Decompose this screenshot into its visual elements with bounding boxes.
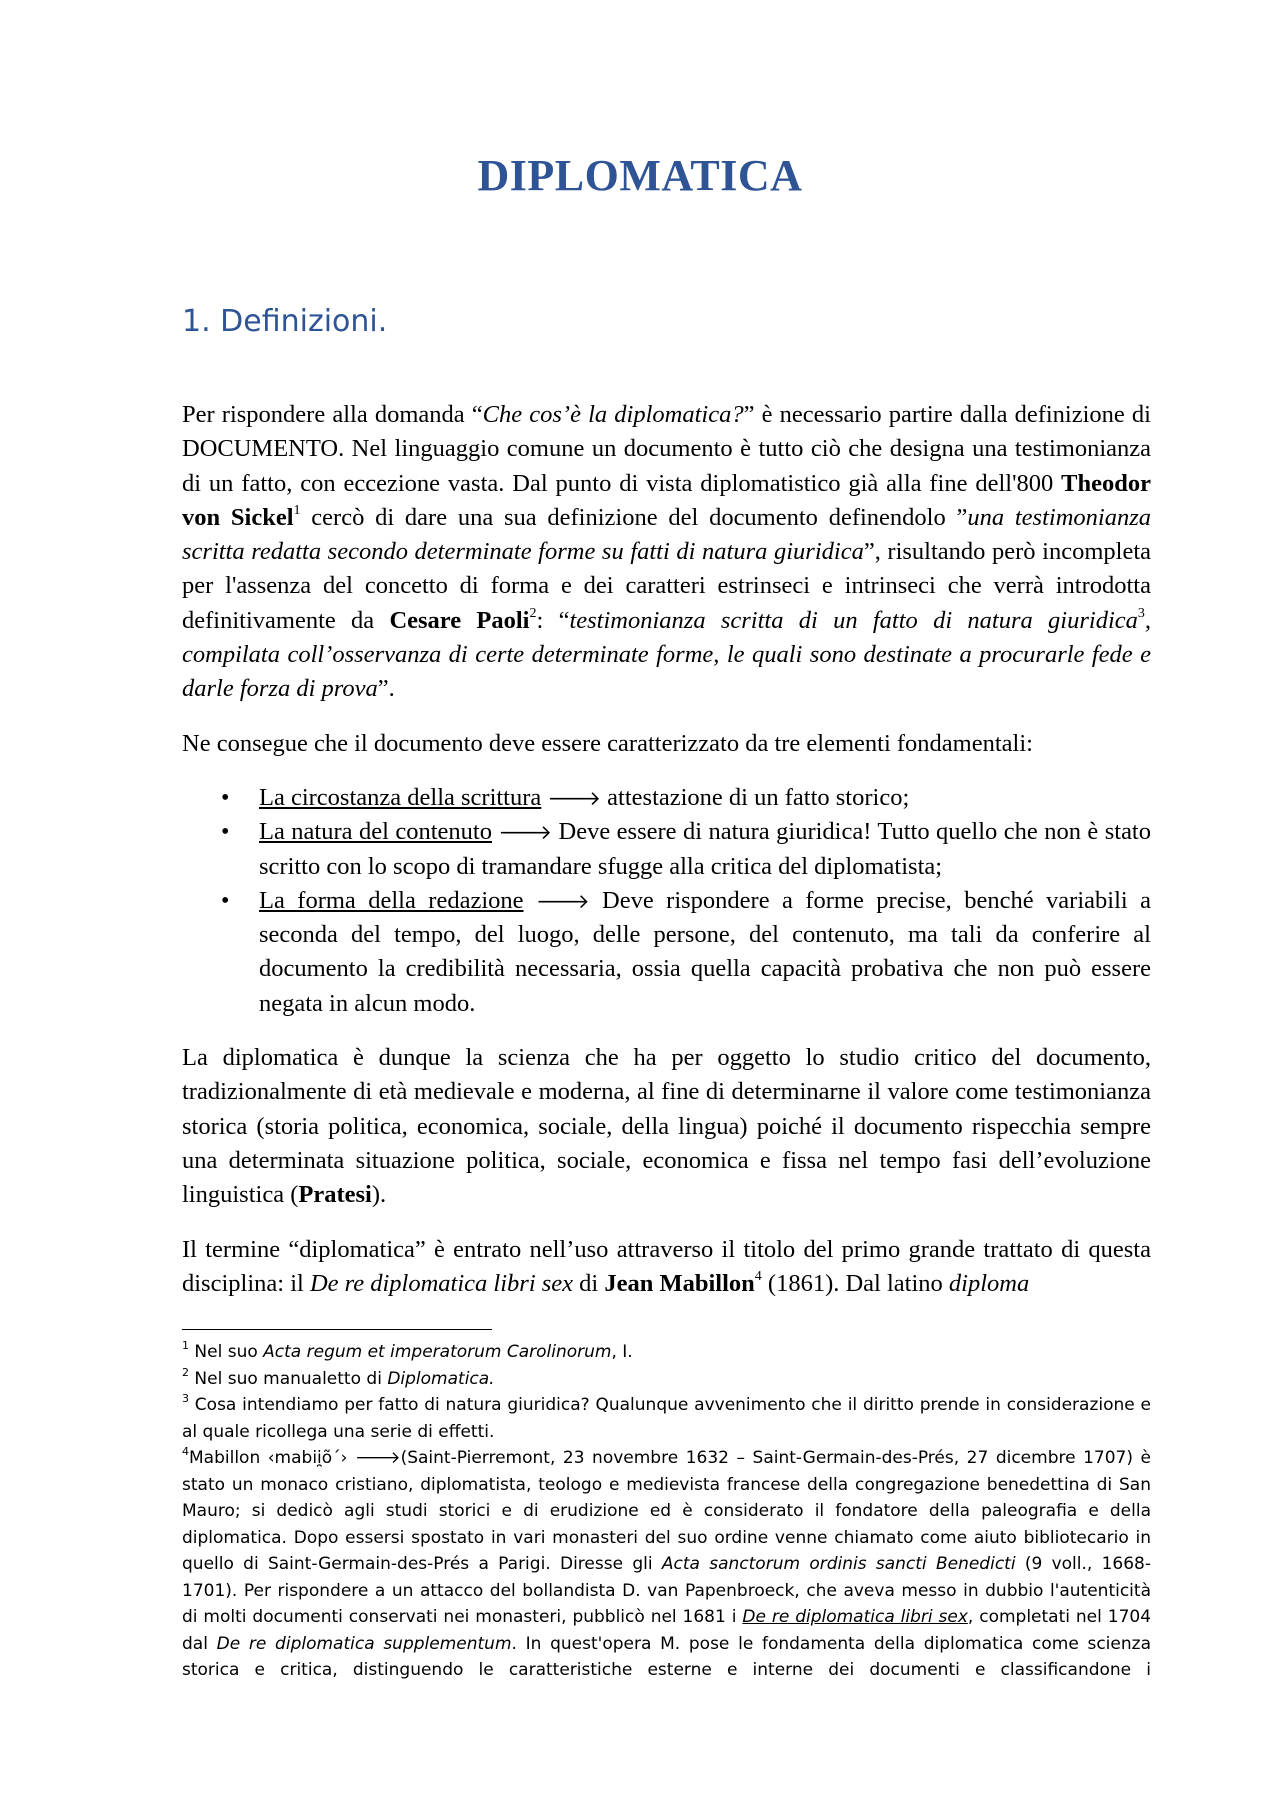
footnote-ref-2[interactable]: 2: [529, 605, 537, 621]
paragraph-science: La diplomatica è dunque la scienza che ha per oggetto lo studio critico del documento, tradizionalmente di età medievale e moderna, al fine di determinarne il valore come testimonianza storica (storia politica, economica, sociale, della lingua) poiché il documento rispecchia sempre una determinata situazione politica, sociale, economica e fissa nel tempo fasi dell’evoluzione linguistica (Pratesi).: [182, 1044, 1151, 1209]
footnotes: [182, 1339, 1151, 1684]
footnote-2: $^2$ Nel suo manualetto di Diplomatica.: [182, 1365, 495, 1389]
list-item: • La circostanza della scrittura 🡒 attestazione di un fatto storico;: [259, 781, 1151, 815]
name-pratesi: Pratesi: [298, 1181, 372, 1209]
footnote-1: $^1$ Nel suo Acta regum et imperatorum Carolinorum, I.: [182, 1339, 633, 1362]
name-mabillon: Jean Mabillon: [604, 1269, 755, 1297]
footnote-ref-3[interactable]: 3: [1137, 605, 1145, 621]
footnote-ref-4[interactable]: 4: [754, 1268, 762, 1284]
footnote-4: $^4$Mabillon ‹mabii̯õ´› 🡒(Saint-Pierremont, 23 novembre 1632 – Saint-Germain-des-Prés, 27 dicembre 1707) è stato un monaco cristiano, diplomatista, teologo e medievista francese della congregazione benedettina di San Mauro; si dedicò agli studi storici e di erudizione ed è considerato il fondatore della paleografia e della diplomatica. Dopo essersi spostato in vari monasteri del suo ordine venne chiamato come aiuto bibliotecario in quello di Saint-Germain-des-Prés a Parigi. Diresse gli Acta sanctorum ordinis sancti Benedicti (9 voll., 1668-1701). Per rispondere a un attacco del bollandista D. van Papenbroeck, che aveva messo in dubbio l'autenticità di molti documenti conservati nei monasteri, pubblicò nel 1681 i De re diplomatica libri sex, completati nel 1704 dal De re diplomatica supplementum. In quest'opera M. pose le fondamenta della diplomatica come scienza storica e critica, distinguendo le caratteristiche esterne e interne dei documenti e classificandone i: [182, 1445, 1152, 1680]
elements-list: [182, 781, 1151, 1021]
paragraph-elements-intro: Ne consegue che il documento deve essere caratterizzato da tre elementi fondamentali:: [182, 729, 1033, 757]
name-paoli: Cesare Paoli: [389, 606, 530, 634]
list-item: • La forma della redazione 🡒 Deve rispondere a forme precise, benché variabili a seconda del tempo, del luogo, delle persone, del contenuto, ma tali da conferire al documento la credibilità necessaria, ossia quella capacità probativa che non può essere negata in alcun modo.: [259, 884, 1151, 1021]
paragraph-definition: Per rispondere alla domanda “Che cos’è la diplomatica?” è necessario partire dalla definizione di DOCUMENTO. Nel linguaggio comune un documento è tutto ciò che designa una testimonianza di un fatto, con eccezione vasta. Dal punto di vista diplomatistico già alla fine dell'800 Theodor von Sickel$^1$ cercò di dare una sua definizione del documento definendolo ”una testimonianza scritta redatta secondo determinate forme su fatti di natura giuridica”, risultando però incompleta per l'assenza del concetto di forma e dei caratteri estrinseci e intrinseci che verrà introdotta definitivamente da Cesare Paoli$^2$: “testimonianza scritta di un fatto di natura giuridica$^3$, compilata coll’osservanza di certe determinate forme, le quali sono destinate a procurarle fede e darle forza di prova”.: [182, 401, 1151, 703]
document-title: DIPLOMATICA: [477, 151, 803, 200]
arrow-right-icon: 🡒: [547, 785, 602, 810]
body-text: [182, 398, 1151, 1301]
footnote-separator: [182, 1329, 492, 1330]
list-item: • La natura del contenuto 🡒 Deve essere di natura giuridica! Tutto quello che non è stato scritto con lo scopo di tramandare sfugge alla critica del diplomatista;: [259, 815, 1151, 884]
section-heading: 1. Definizioni.: [182, 304, 388, 339]
footnote-3: $^3$ Cosa intendiamo per fatto di natura giuridica? Qualunque avvenimento che il diritto prende in considerazione e al quale ricollega una serie di effetti.: [182, 1392, 1151, 1442]
arrow-right-icon: 🡒: [535, 888, 590, 913]
paragraph-term: Il termine “diplomatica” è entrato nell’uso attraverso il titolo del primo grande trattato di questa disciplina: il De re diplomatica libri sex di Jean Mabillon$^4$ (1861). Dal latino diploma: [182, 1235, 1151, 1297]
name-sickel: Theodor von Sickel: [182, 469, 1151, 531]
arrow-right-icon: 🡒: [498, 820, 553, 845]
link-de-re-diplomatica[interactable]: De re diplomatica libri sex: [742, 1607, 968, 1627]
footnote-ref-1[interactable]: 1: [293, 502, 301, 518]
